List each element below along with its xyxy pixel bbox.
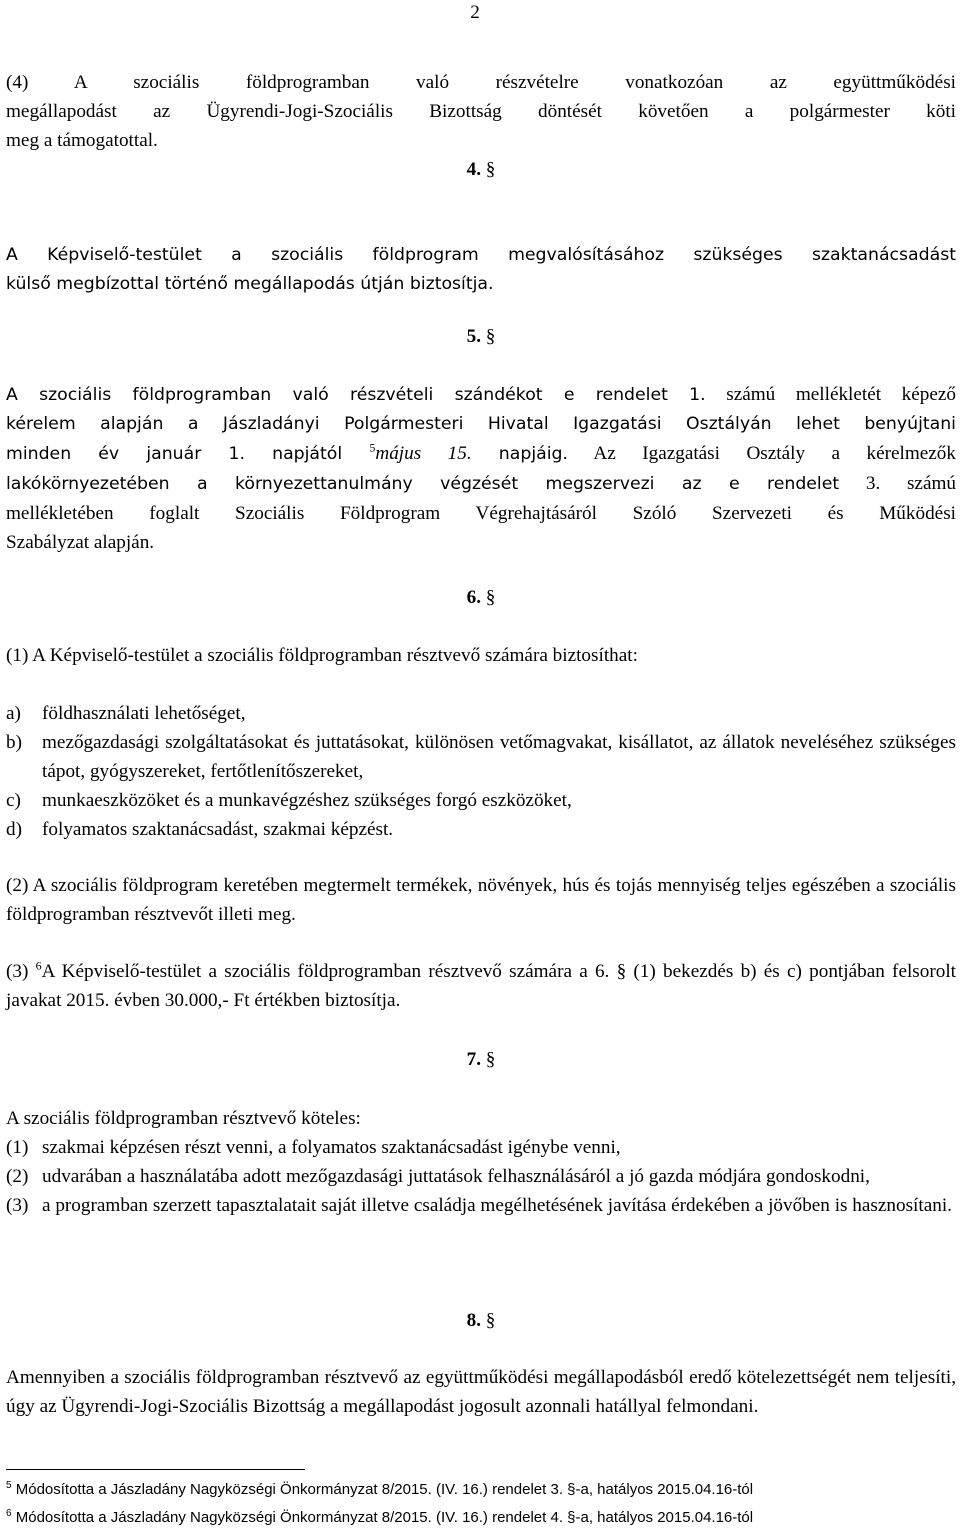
- paragraph: A szociális földprogramban résztvevő köteles:: [6, 1108, 361, 1129]
- section-8: [6, 1306, 956, 1335]
- paragraph-line: A Képviselő-testület a szociális földprogram megvalósításához szükséges szaktanácsadást: [6, 245, 956, 265]
- section-sign: §: [485, 1049, 496, 1070]
- list-item: c) munkaeszközöket és a munkavégzéshez szükséges forgó eszközöket,: [6, 790, 572, 811]
- section-heading: [6, 322, 956, 351]
- section-4-body: [6, 241, 956, 299]
- section-5-body: [6, 380, 956, 557]
- paragraph-line: A szociális földprogramban való részvételi szándékot e rendelet 1. számú mellékletét képező: [6, 384, 956, 405]
- section-number: 8.: [466, 1310, 481, 1331]
- section-heading: [6, 583, 956, 612]
- paragraph-line: meg a támogatottal.: [6, 130, 158, 151]
- section-sign: §: [485, 587, 496, 608]
- paragraph-line: megállapodást az Ügyrendi-Jogi-Szociális Bizottság döntését követően a polgármester köti: [6, 101, 956, 122]
- list-item: b) mezőgazdasági szolgáltatásokat és juttatásokat, különösen vetőmagvakat, kisállatot, az állatok neveléséhez szükséges tápot, gyógyszereket, fertőtlenítőszereket,: [6, 732, 956, 782]
- section-number: 5.: [466, 326, 481, 347]
- list-item: (3) a programban szerzett tapasztalatait saját illetve családja megélhetésének javítása érdekében a jövőben is hasznosítani.: [6, 1195, 952, 1216]
- list-item: d) folyamatos szaktanácsadást, szakmai képzést.: [6, 819, 394, 840]
- section-heading: [6, 1045, 956, 1074]
- list-item: (2) udvarában a használatába adott mezőgazdasági juttatások felhasználásáról a jó gazda módjára gondoskodni,: [6, 1166, 870, 1187]
- section-6: [6, 583, 956, 612]
- section-3-paragraph-4: [6, 68, 956, 155]
- paragraph-line: lakókörnyezetében a környezettanulmány végzését megszervezi az e rendelet 3. számú: [6, 473, 956, 494]
- list-item: (1) szakmai képzésen részt venni, a folyamatos szaktanácsadást igénybe venni,: [6, 1137, 621, 1158]
- list-item: a) földhasználati lehetőséget,: [6, 703, 246, 724]
- section-6-paragraph-2: [6, 871, 956, 929]
- paragraph-line: minden év január 1. napjától $^5$május 15. napjáig. Az Igazgatási Osztály a kérelmezők: [6, 440, 956, 464]
- paragraph-line: mellékletében foglalt Szociális Földprogram Végrehajtásáról Szóló Szervezeti és Működési: [6, 503, 956, 524]
- section-4: [6, 155, 956, 184]
- section-heading: [6, 155, 956, 184]
- section-heading: [6, 1306, 956, 1335]
- section-number: 7.: [466, 1049, 481, 1070]
- section-7-body: [6, 1104, 956, 1220]
- paragraph: (1) A Képviselő-testület a szociális földprogramban résztvevő számára biztosíthat:: [6, 645, 638, 666]
- section-sign: §: [485, 159, 496, 180]
- section-number: 6.: [466, 587, 481, 608]
- paragraph-line: kérelem alapján a Jászladányi Polgármesteri Hivatal Igazgatási Osztályán lehet benyújtani: [6, 414, 956, 434]
- section-5: [6, 322, 956, 351]
- section-7: [6, 1045, 956, 1074]
- paragraph-line: külső megbízottal történő megállapodás útján biztosítja.: [6, 274, 494, 294]
- footnote-separator: [6, 1469, 305, 1470]
- paragraph: (3) $^6$A Képviselő-testület a szociális földprogramban résztvevő számára a 6. § (1) bekezdés b) és c) pontjában felsorolt javakat 2015. évben 30.000,- Ft értékben biztosítja.: [6, 958, 956, 1011]
- section-6-body: [6, 641, 956, 844]
- footnote: $^6$ Módosította a Jászladány Nagyközségi Önkormányzat 8/2015. (IV. 16.) rendelet 4. §-a, hatályos 2015.04.16-tól: [6, 1508, 754, 1526]
- paragraph-line: (4) A szociális földprogramban való részvételre vonatkozóan az együttműködési: [6, 72, 956, 93]
- page-number: 2: [470, 2, 480, 23]
- section-8-body: [6, 1363, 956, 1421]
- paragraph: (2) A szociális földprogram keretében megtermelt termékek, növények, hús és tojás mennyiség teljes egészében a szociális földprogramban résztvevőt illeti meg.: [6, 875, 956, 925]
- paragraph: Amennyiben a szociális földprogramban résztvevő az együttműködési megállapodásból eredő kötelezettségét nem teljesíti, úgy az Ügyrendi-Jogi-Szociális Bizottság a megállapodást jogosult azonnali hatállyal felmondani.: [6, 1367, 956, 1417]
- section-6-paragraph-3: [6, 957, 956, 1015]
- section-number: 4.: [466, 159, 481, 180]
- paragraph-line: Szabályzat alapján.: [6, 532, 155, 553]
- footnote: $^5$ Módosította a Jászladány Nagyközségi Önkormányzat 8/2015. (IV. 16.) rendelet 3. §-a, hatályos 2015.04.16-tól: [6, 1480, 754, 1498]
- section-sign: §: [485, 326, 496, 347]
- section-sign: §: [485, 1310, 496, 1331]
